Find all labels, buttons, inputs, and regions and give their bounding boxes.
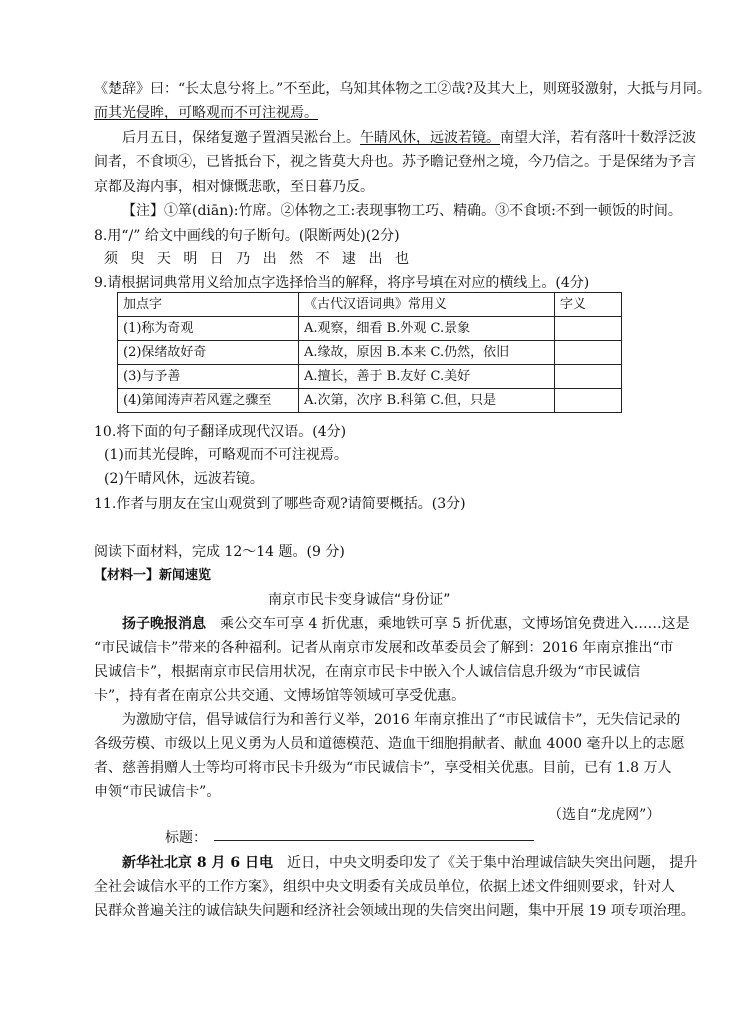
passage-line-4: 间者，不食顷④，已皆抵台下，视之皆莫大舟也。苏予瞻记登州之境，今乃信之。于是保绪为予言 [94, 154, 696, 170]
news-para-1-line-2: “市民诚信卡”带来的各种福利。记者从南京市发展和改革委员会了解到：2016 年南京推出“市 [94, 640, 674, 656]
q10-sentence-2: (2)午晴风休，远波若镜。 [104, 471, 264, 487]
header-word: 加点字 [118, 293, 299, 317]
table-header-row [118, 293, 622, 317]
passage-line-3c: 南望大洋，若有落叶十数浮泛波 [500, 130, 696, 146]
passage-line-3a: 后月五日，保绪复邀子置酒吴淞台上。 [122, 130, 360, 146]
q10-prompt: 10.将下面的句子翻译成现代汉语。(4分) [94, 424, 347, 440]
q8-prompt: 8.用“/” 给文中画线的句子断句。(限断两处)(2分) [94, 228, 400, 244]
passage-note: 【注】①箪(diān):竹席。②体物之工:表现事物工巧、精确。③不食顷:不到一顿饭的时间。 [122, 203, 682, 219]
news-para-2-line-3: 者、慈善捐赠人士等均可将市民卡升级为“市民诚信卡”，享受相关优惠。目前，已有 1.8 万人 [94, 760, 672, 776]
news-para-3-line-2: 全社会诚信水平的工作方案》，组织中央文明委有关成员单位，依据上述文件细则要求，针对人 [94, 879, 675, 895]
row-meaning: A.观察，细看 B.外观 C.景象 [299, 317, 555, 341]
news-source-citation: （选自“龙虎网”） [548, 807, 661, 823]
table-row [118, 389, 622, 413]
q11-prompt: 11.作者与朋友在宝山观赏到了哪些奇观?请简要概括。(3分) [94, 496, 466, 512]
q8-chars: 须 臾 天 明 日 乃 出 然 不 逮 出 也 [104, 251, 413, 267]
row-meaning: A.次第，次序 B.科第 C.但，只是 [299, 389, 555, 413]
vocab-table [117, 292, 622, 413]
news-headline: 南京市民卡变身诚信“身份证” [268, 592, 451, 608]
table-row [118, 341, 622, 365]
reading-intro: 阅读下面材料，完成 12～14 题。(9 分) [94, 544, 345, 560]
passage-line-2-underlined: 而其光侵眸，可略观而不可注视焉。 [94, 105, 318, 121]
table-row [118, 365, 622, 389]
title-label: 标题： [165, 830, 207, 846]
news-para-2-line-4: 申领“市民诚信卡”。 [94, 784, 221, 800]
row-meaning: A.擅长，善于 B.友好 C.美好 [299, 365, 555, 389]
header-answer: 字义 [555, 293, 622, 317]
row-word: (4)第闻涛声若风霆之骤至 [118, 389, 299, 413]
row-meaning: A.缘故，原因 B.本来 C.仍然，依旧 [299, 341, 555, 365]
row-word: (2)保绪故好奇 [118, 341, 299, 365]
row-word: (1)称为奇观 [118, 317, 299, 341]
news-dateline: 新华社北京 8 月 6 日电 [122, 855, 273, 871]
passage-line-3b-underlined: 午睛风休，远波若镜。 [360, 130, 500, 146]
row-answer-cell[interactable] [555, 317, 622, 341]
row-word: (3)与予善 [118, 365, 299, 389]
news-para-1-line-3: 民诚信卡”，根据南京市民信用状况，在南京市民卡中嵌入个人诚信信息升级为“市民诚信 [94, 664, 641, 680]
news-para-2-line-1: 为激励守信，倡导诚信行为和善行义举，2016 年南京推出了“市民诚信卡”，无失信记录的 [122, 712, 681, 728]
news-source-label: 扬子晚报消息 [122, 616, 206, 632]
news-para-1-text: 乘公交车可享 4 折优惠，乘地铁可享 5 折优惠，文博场馆免费进入……这是 [220, 616, 690, 632]
passage-line-5: 京都及海内事，相对慷慨悲歌，至日暮乃反。 [94, 179, 374, 195]
row-answer-cell[interactable] [555, 365, 622, 389]
row-answer-cell[interactable] [555, 341, 622, 365]
q10-sentence-1: (1)而其光侵眸，可略观而不可注视焉。 [104, 447, 348, 463]
row-answer-cell[interactable] [555, 389, 622, 413]
passage-line-3 [122, 129, 696, 147]
news-para-2-line-2: 各级劳模、市级以上见义勇为人员和道德模范、造血干细胞捐献者、献血 4000 毫升以上的志愿 [94, 736, 685, 752]
q9-prompt: 9.请根据词典常用义给加点字选择恰当的解释，将序号填在对应的横线上。(4分) [94, 275, 590, 291]
title-answer-blank[interactable] [214, 840, 534, 841]
news-para-3-line-3: 民群众普遍关注的诚信缺失问题和经济社会领域出现的失信突出问题，集中开展 19 项专项治理。 [94, 903, 695, 919]
news-para-1-line-4: 卡”，持有者在南京公共交通、文博场馆等领域可享受优惠。 [94, 688, 466, 704]
news-para-1-line-1 [122, 615, 690, 633]
header-meaning: 《古代汉语词典》常用义 [299, 293, 555, 317]
passage-line-1: 《楚辞》曰：“长太息兮将上。”不至此，乌知其体物之工②哉?及其大上，则斑驳激射，大抵与月同。 [94, 81, 711, 97]
material-1-label: 【材料一】新闻速览 [94, 568, 212, 583]
news-para-3-line-1 [122, 854, 697, 872]
news-para-3-text: 近日，中央文明委印发了《关于集中治理诚信缺失突出问题， 提升 [286, 855, 698, 871]
table-row [118, 317, 622, 341]
